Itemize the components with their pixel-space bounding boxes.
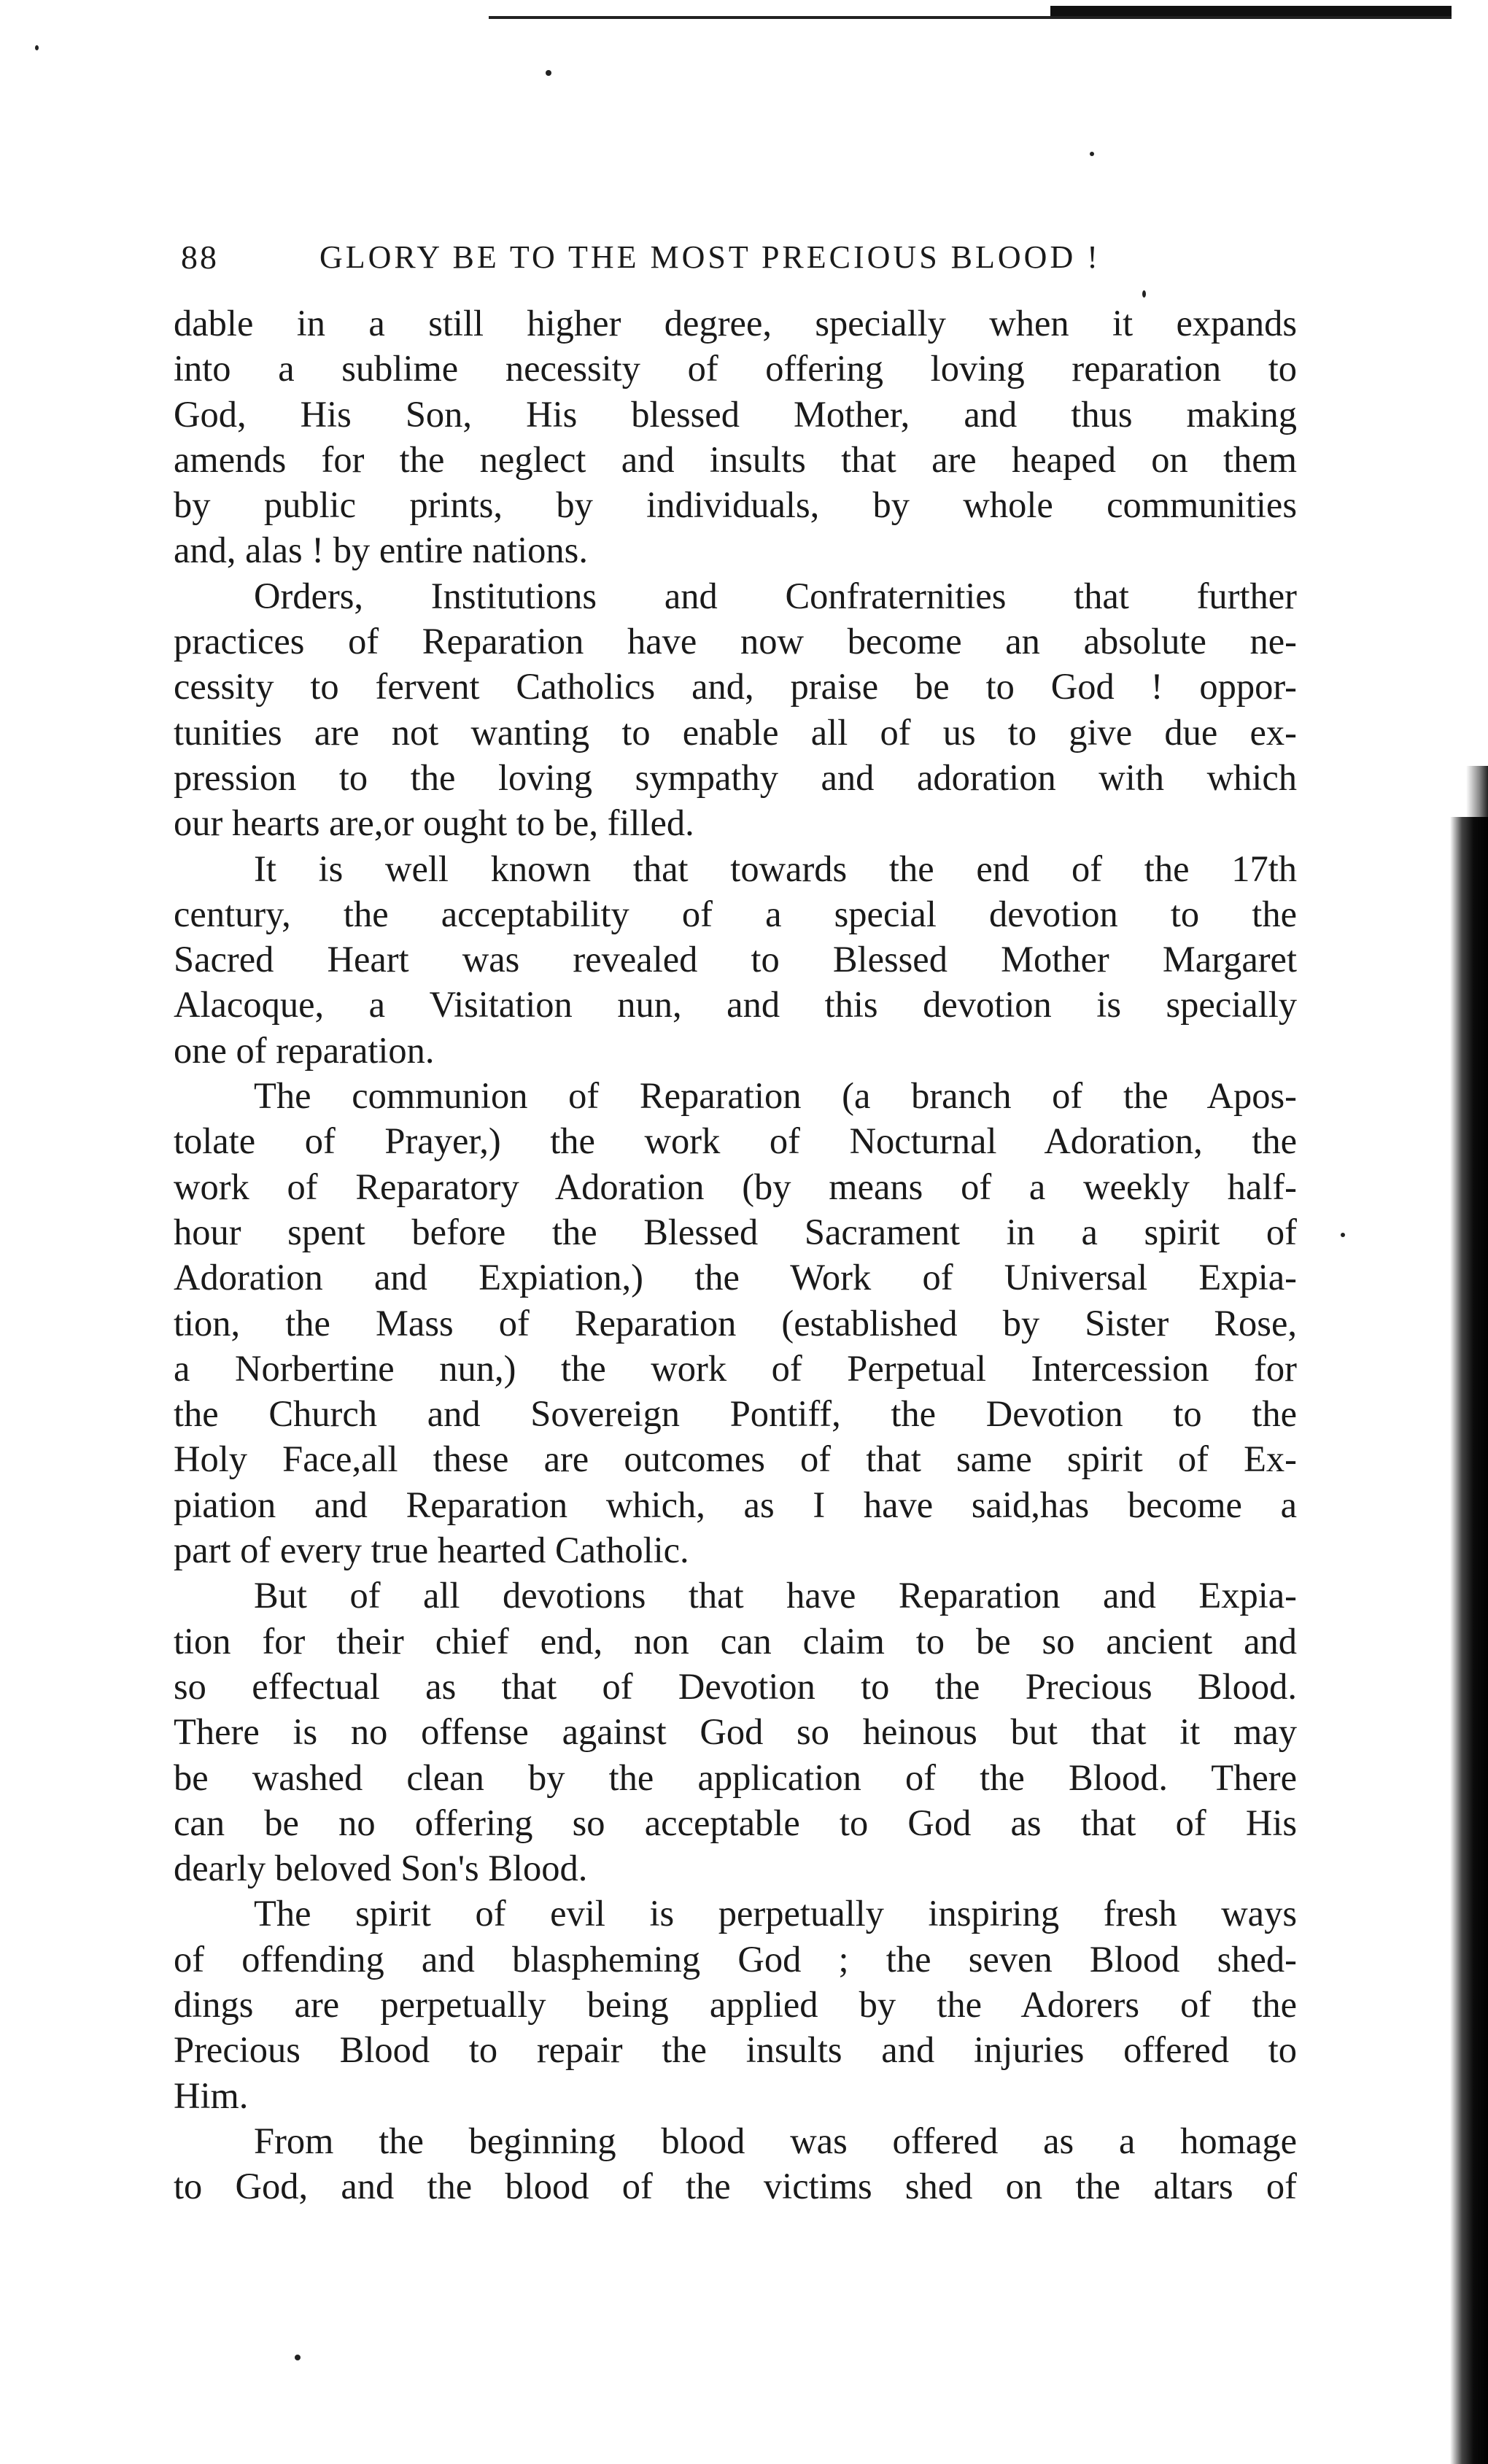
text-line: It is well known that towards the end of the 17th — [254, 848, 1297, 889]
text-line: The spirit of evil is perpetually inspiring fresh ways — [254, 1893, 1297, 1934]
scan-speck — [546, 70, 551, 76]
text-line: piation and Reparation which, as I have said,has become a — [174, 1484, 1297, 1525]
text-line: a Norbertine nun,) the work of Perpetual Intercession for — [174, 1347, 1297, 1389]
text-line: Holy Face,all these are outcomes of that same spirit of Ex- — [174, 1438, 1297, 1480]
text-line: to God, and the blood of the victims shed on the altars of — [174, 2166, 1297, 2207]
top-scan-rule — [489, 16, 1452, 19]
text-line: dable in a still higher degree, specially when it expands — [174, 303, 1297, 344]
text-line: Precious Blood to repair the insults and injuries offered to — [174, 2029, 1297, 2071]
text-line: Orders, Institutions and Confraternities that further — [254, 575, 1297, 616]
text-line: one of reparation. — [174, 1029, 435, 1071]
text-line: our hearts are,or ought to be, filled. — [174, 802, 694, 844]
scan-speck — [1341, 1233, 1345, 1237]
running-title: GLORY BE TO THE MOST PRECIOUS BLOOD ! — [319, 239, 1101, 275]
text-line: From the beginning blood was offered as a homage — [254, 2120, 1297, 2161]
text-line: and, alas ! by entire nations. — [174, 530, 588, 571]
page-number: 88 — [181, 239, 219, 276]
text-line: of offending and blaspheming God ; the seven Blood shed- — [174, 1938, 1297, 1980]
text-line: by public prints, by individuals, by whole communities — [174, 484, 1297, 526]
text-line: The communion of Reparation (a branch of the Apos- — [254, 1075, 1297, 1117]
page-header — [181, 232, 1297, 283]
text-line: tion for their chief end, non can claim to be so ancient and — [174, 1620, 1297, 1662]
text-line: There is no offense against God so heinous but that it may — [174, 1711, 1297, 1753]
text-line: But of all devotions that have Reparation and Expia- — [254, 1575, 1297, 1616]
text-line: century, the acceptability of a special devotion to the — [174, 893, 1297, 934]
text-line: can be no offering so acceptable to God as that of His — [174, 1802, 1297, 1843]
text-line: Alacoque, a Visitation nun, and this devotion is specially — [174, 984, 1297, 1026]
text-line: pression to the loving sympathy and adoration with which — [174, 756, 1297, 798]
text-line: the Church and Sovereign Pontiff, the Devotion to the — [174, 1393, 1297, 1435]
text-line: hour spent before the Blessed Sacrament in a spirit of — [174, 1211, 1297, 1252]
text-line: into a sublime necessity of offering loving reparation to — [174, 348, 1297, 390]
top-scan-bar — [1050, 6, 1452, 16]
scan-speck — [1142, 290, 1146, 298]
body-text — [174, 301, 1297, 2209]
text-line: so effectual as that of Devotion to the Precious Blood. — [174, 1665, 1297, 1707]
text-line: part of every true hearted Catholic. — [174, 1530, 689, 1571]
text-line: God, His Son, His blessed Mother, and thus making — [174, 393, 1297, 435]
text-line: tunities are not wanting to enable all of us to give due ex- — [174, 711, 1297, 753]
text-line: dearly beloved Son's Blood. — [174, 1848, 588, 1889]
text-line: Him. — [174, 2074, 249, 2116]
page-edge-shadow — [1441, 817, 1488, 2464]
scan-speck — [295, 2355, 301, 2360]
scan-speck — [35, 45, 39, 50]
text-line: cessity to fervent Catholics and, praise be to God ! oppor- — [174, 666, 1297, 708]
text-line: tolate of Prayer,) the work of Nocturnal Adoration, the — [174, 1120, 1297, 1162]
text-line: tion, the Mass of Reparation (established by Sister Rose, — [174, 1302, 1297, 1344]
text-line: Adoration and Expiation,) the Work of Universal Expia- — [174, 1257, 1297, 1298]
text-line: be washed clean by the application of the Blood. There — [174, 1756, 1297, 1798]
text-line: dings are perpetually being applied by the Adorers of the — [174, 1983, 1297, 2025]
text-line: practices of Reparation have now become an absolute ne- — [174, 621, 1297, 662]
text-line: work of Reparatory Adoration (by means of a weekly half- — [174, 1166, 1297, 1207]
text-line: amends for the neglect and insults that are heaped on them — [174, 438, 1297, 480]
scan-speck — [1090, 152, 1094, 156]
text-line: Sacred Heart was revealed to Blessed Mother Margaret — [174, 939, 1297, 980]
